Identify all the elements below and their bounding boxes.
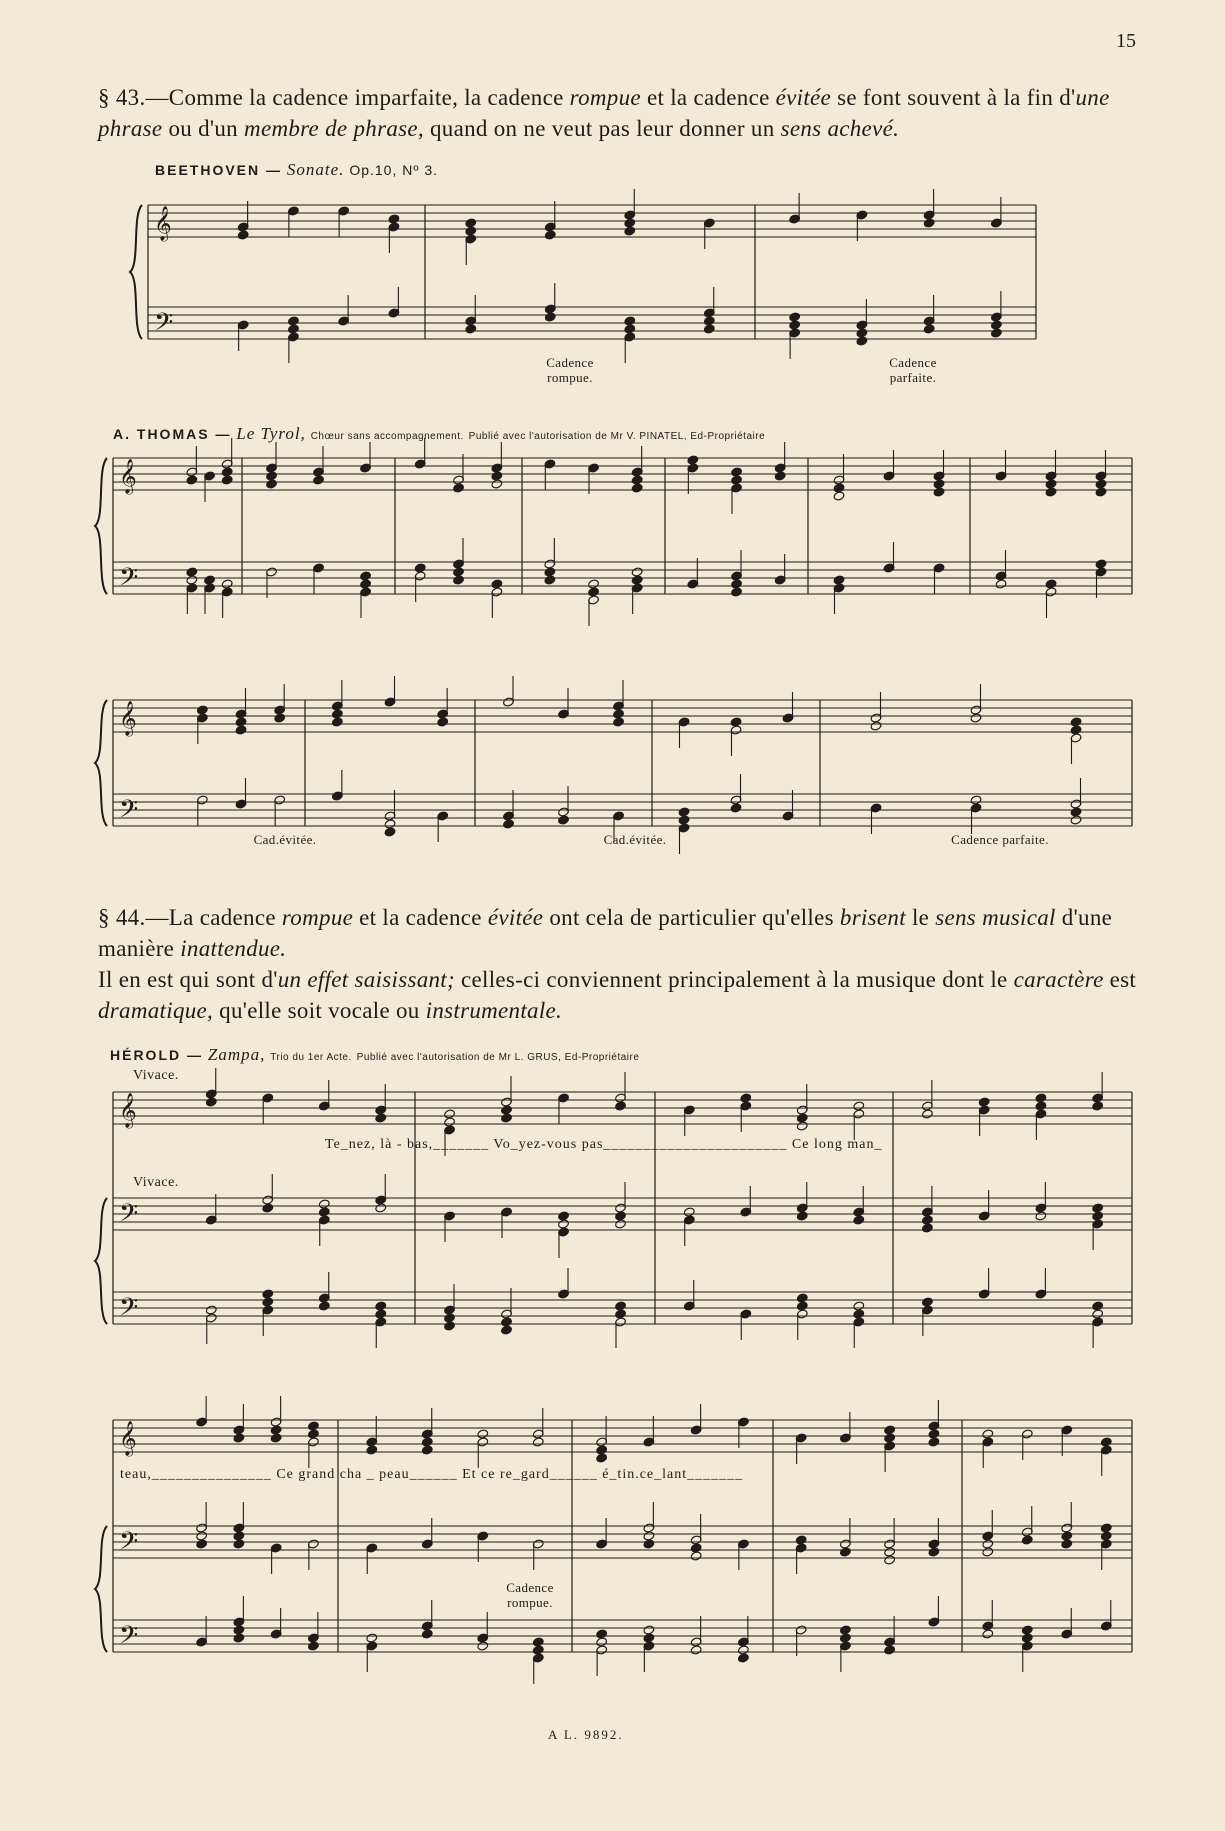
bass-clef: 𝄢 [119, 1293, 139, 1328]
emphasis: rompue [281, 905, 354, 930]
notehead [444, 1109, 456, 1119]
label-cadence-parfaite-2: Cadence parfaite. [951, 832, 1049, 847]
notehead [421, 1445, 433, 1455]
page-number: 15 [1116, 30, 1136, 52]
text-run: se font souvent à la fin d' [831, 85, 1076, 110]
notehead [596, 1637, 608, 1647]
notehead [235, 725, 247, 735]
notehead [643, 1633, 655, 1643]
notehead [839, 1547, 851, 1557]
notehead [690, 1543, 702, 1553]
notehead [982, 1547, 994, 1557]
notehead [186, 575, 198, 585]
notehead [1035, 1093, 1047, 1103]
notehead [503, 819, 515, 829]
notehead [884, 1547, 896, 1557]
notehead [375, 1113, 387, 1123]
text-run: d'une manière [98, 905, 1113, 961]
notehead [615, 1219, 627, 1229]
notehead [796, 1113, 808, 1123]
emphasis: évitée [487, 905, 544, 930]
notehead [678, 815, 690, 825]
notehead [596, 1445, 608, 1455]
notehead [444, 1313, 456, 1323]
notehead [414, 563, 426, 573]
notehead [233, 1625, 245, 1635]
notehead [532, 1645, 544, 1655]
notehead [789, 312, 801, 322]
notehead [1061, 1531, 1073, 1541]
notehead [643, 1539, 655, 1549]
notehead [1045, 579, 1057, 589]
notehead [331, 709, 343, 719]
work-detail: Trio du 1er Acte. [270, 1052, 352, 1063]
notehead [631, 475, 643, 485]
notehead [923, 218, 935, 228]
composer: BEETHOVEN — [155, 162, 283, 178]
notehead [796, 1293, 808, 1303]
notehead [624, 324, 636, 334]
notehead [731, 467, 743, 477]
notehead [274, 713, 286, 723]
notehead [186, 567, 198, 577]
text-run: celles-ci conviennent principalement à la musique dont le [454, 967, 1014, 992]
brace [95, 700, 107, 826]
notehead [270, 1433, 282, 1443]
notehead [1070, 725, 1082, 735]
notehead [544, 567, 556, 577]
label-cad-evitee-2: Cad.évitée. [603, 832, 667, 847]
label-cadence-rompue-herold: Cadence rompue. [506, 1580, 554, 1610]
notehead [839, 1625, 851, 1635]
treble-clef: 𝄞 [154, 206, 172, 241]
text-run: —La cadence [145, 905, 282, 930]
text-run: —Comme la cadence imparfaite, la cadence [145, 85, 570, 110]
notehead [453, 567, 465, 577]
notehead [233, 1433, 245, 1443]
notehead [588, 587, 600, 597]
treble-clef: 𝄞 [119, 1421, 137, 1456]
notehead [384, 819, 396, 829]
notehead [703, 316, 715, 326]
notehead [1095, 559, 1107, 569]
emphasis: inattendue. [180, 936, 287, 961]
notehead [270, 1425, 282, 1435]
notehead [921, 1297, 933, 1307]
notehead [730, 717, 742, 727]
notehead [1100, 1523, 1112, 1533]
text-run: le [905, 905, 936, 930]
notehead [262, 1203, 274, 1213]
notehead [491, 579, 503, 589]
notehead [544, 230, 556, 240]
notehead [731, 475, 743, 485]
notehead [833, 491, 845, 501]
work-title: Sonate. [286, 160, 345, 179]
notehead [921, 1215, 933, 1225]
opus-detail: Op.10, Nº 3. [349, 162, 439, 178]
notehead [730, 803, 742, 813]
notehead [1095, 479, 1107, 489]
notehead [690, 1645, 702, 1655]
notehead [933, 479, 945, 489]
tempo-voice: Vivace. [133, 1068, 179, 1083]
notehead [1092, 1203, 1104, 1213]
notehead [933, 487, 945, 497]
notehead [703, 324, 715, 334]
emphasis: une phrase [98, 85, 1110, 141]
notehead [544, 312, 556, 322]
notehead [921, 1223, 933, 1233]
notehead [491, 479, 503, 489]
work-title: Zampa, [207, 1045, 266, 1064]
notehead [921, 1109, 933, 1119]
text-run: et la cadence [640, 85, 776, 110]
notehead [1100, 1437, 1112, 1447]
notehead [287, 324, 299, 334]
notehead [624, 218, 636, 228]
text-run: quand on ne veut pas leur donner un [423, 116, 781, 141]
work-detail: Chœur sans accompagnement. [310, 431, 464, 442]
label-cadence-rompue: Cadence rompue. [546, 355, 594, 385]
notehead [375, 1203, 387, 1213]
notehead [884, 1425, 896, 1435]
notehead [237, 230, 249, 240]
notehead [970, 713, 982, 723]
notehead [360, 579, 372, 589]
notehead [366, 1445, 378, 1455]
bass-clef: 𝄢 [119, 1199, 139, 1234]
notehead [501, 1325, 513, 1335]
notehead [624, 226, 636, 236]
notehead [613, 717, 625, 727]
notehead [196, 1531, 208, 1541]
notehead [318, 1199, 330, 1209]
notehead [796, 1211, 808, 1221]
notehead [1095, 487, 1107, 497]
notehead [453, 575, 465, 585]
notehead [318, 1207, 330, 1217]
notehead [307, 1641, 319, 1651]
notehead [1061, 1539, 1073, 1549]
notehead [186, 475, 198, 485]
notehead [558, 815, 570, 825]
text-run: est [1103, 967, 1137, 992]
notehead [643, 1625, 655, 1635]
notehead [437, 717, 449, 727]
notehead [318, 1301, 330, 1311]
notehead [687, 455, 699, 465]
notehead [853, 1215, 865, 1225]
bass-clef: 𝄢 [119, 795, 139, 830]
notehead [588, 579, 600, 589]
notehead [221, 467, 233, 477]
notehead [196, 1539, 208, 1549]
notehead [596, 1629, 608, 1639]
notehead [853, 1301, 865, 1311]
notehead [204, 575, 216, 585]
bass-clef: 𝄢 [154, 308, 174, 343]
notehead [544, 575, 556, 585]
brace [95, 458, 107, 594]
notehead [833, 483, 845, 493]
notehead [870, 721, 882, 731]
publisher-permission: Publié avec l'autorisation de Mr L. GRUS, Ed-Propriétaire [356, 1052, 640, 1063]
notehead [384, 827, 396, 837]
notehead [1092, 1309, 1104, 1319]
notehead [990, 328, 1002, 338]
notehead [287, 316, 299, 326]
emphasis: membre de phrase, [244, 116, 424, 141]
notehead [262, 1289, 274, 1299]
notehead [839, 1633, 851, 1643]
emphasis: dramatique, [98, 998, 214, 1023]
notehead [970, 795, 982, 805]
notehead [796, 1301, 808, 1311]
text-run: et la cadence [353, 905, 488, 930]
notehead [1070, 815, 1082, 825]
notehead [313, 475, 325, 485]
notehead [477, 1429, 489, 1439]
notehead [1092, 1101, 1104, 1111]
lyrics-line-1: Te_nez, là - bas,_______ Vo_yez-vous pas_______________________ Ce long man_ [325, 1137, 883, 1152]
notehead [1035, 1101, 1047, 1111]
notehead [990, 320, 1002, 330]
notehead [856, 328, 868, 338]
notehead [1092, 1301, 1104, 1311]
emphasis: instrumentale. [425, 998, 563, 1023]
notehead [532, 1637, 544, 1647]
treble-clef: 𝄞 [119, 701, 137, 736]
notehead [928, 1437, 940, 1447]
notehead [737, 1645, 749, 1655]
notehead [1100, 1531, 1112, 1541]
notehead [233, 1531, 245, 1541]
notehead [501, 1113, 513, 1123]
notehead [923, 324, 935, 334]
notehead [221, 475, 233, 485]
notehead [690, 1551, 702, 1561]
section-marker: § 44. [98, 905, 146, 930]
notehead [307, 1421, 319, 1431]
notehead [1021, 1625, 1033, 1635]
notehead [982, 1629, 994, 1639]
emphasis: évitée [775, 85, 832, 110]
notehead [596, 1453, 608, 1463]
notehead [795, 1535, 807, 1545]
notehead [731, 579, 743, 589]
notehead [613, 709, 625, 719]
notehead [266, 471, 278, 481]
notehead [982, 1429, 994, 1439]
work-title: Le Tyrol, [236, 424, 306, 443]
notehead [205, 1305, 217, 1315]
label-cad-evitee-1: Cad.évitée. [253, 832, 317, 847]
notehead [465, 218, 477, 228]
notehead [978, 1097, 990, 1107]
notehead [266, 479, 278, 489]
text-run: ont cela de particulier qu'elles [543, 905, 840, 930]
notehead [643, 1531, 655, 1541]
notehead [982, 1539, 994, 1549]
treble-clef: 𝄞 [119, 459, 137, 494]
notehead [233, 1539, 245, 1549]
notehead [421, 1629, 433, 1639]
notehead [615, 1301, 627, 1311]
notehead [853, 1309, 865, 1319]
lyrics-line-2: teau,_______________ Ce grand cha _ peau______ Et ce re_gard______ é_tin.ce_lant_______ [120, 1467, 744, 1482]
notehead [444, 1321, 456, 1331]
notehead [789, 320, 801, 330]
notehead [375, 1301, 387, 1311]
notehead [928, 1547, 940, 1557]
text-run: qu'elle soit vocale ou [213, 998, 426, 1023]
notehead [453, 483, 465, 493]
tempo-piano: Vivace. [133, 1175, 179, 1190]
notehead [221, 579, 233, 589]
notehead [360, 571, 372, 581]
emphasis: caractère [1013, 967, 1104, 992]
notehead [465, 226, 477, 236]
label-cadence-parfaite: Cadence parfaite. [889, 355, 937, 385]
notehead [683, 1207, 695, 1217]
notehead [615, 1309, 627, 1319]
notehead [558, 1219, 570, 1229]
notehead [532, 1437, 544, 1447]
bass-clef: 𝄢 [119, 1527, 139, 1562]
notehead [235, 717, 247, 727]
emphasis: sens achevé. [780, 116, 900, 141]
notehead [205, 1097, 217, 1107]
notehead [421, 1437, 433, 1447]
notehead [501, 1317, 513, 1327]
notehead [388, 214, 400, 224]
notehead [1021, 1535, 1033, 1545]
brace [130, 205, 142, 339]
notehead [928, 1429, 940, 1439]
notehead [884, 1555, 896, 1565]
notehead [444, 1117, 456, 1127]
notehead [331, 717, 343, 727]
treble-clef: 𝄞 [119, 1093, 137, 1128]
notehead [615, 1101, 627, 1111]
notehead [558, 1211, 570, 1221]
notehead [631, 483, 643, 493]
notehead [1045, 479, 1057, 489]
section-marker: § 43. [98, 85, 146, 110]
notehead [307, 1429, 319, 1439]
notehead [1021, 1633, 1033, 1643]
notehead [856, 336, 868, 346]
notehead [624, 316, 636, 326]
notehead [774, 471, 786, 481]
notehead [375, 1309, 387, 1319]
text-run: Il en est qui sont d' [98, 967, 278, 992]
notehead [1092, 1211, 1104, 1221]
notehead [853, 1101, 865, 1111]
publisher-permission: Publié avec l'autorisation de Mr V. PINATEL, Ed-Propriétaire [468, 431, 766, 442]
notehead [615, 1211, 627, 1221]
notehead [631, 567, 643, 577]
notehead [1035, 1211, 1047, 1221]
brace [95, 1198, 107, 1324]
notehead [465, 324, 477, 334]
notehead [796, 1121, 808, 1131]
composer: A. THOMAS — [113, 426, 232, 442]
notehead [731, 587, 743, 597]
bass-clef: 𝄢 [119, 563, 139, 598]
notehead [737, 1653, 749, 1663]
notehead [233, 1633, 245, 1643]
notehead [366, 1633, 378, 1643]
notehead [501, 1105, 513, 1115]
notehead [1070, 807, 1082, 817]
notehead [884, 1433, 896, 1443]
emphasis: brisent [839, 905, 906, 930]
notehead [196, 705, 208, 715]
notehead [477, 1641, 489, 1651]
notehead [995, 579, 1007, 589]
notehead [631, 575, 643, 585]
emphasis: sens musical [935, 905, 1056, 930]
emphasis: rompue [569, 85, 641, 110]
notehead [491, 471, 503, 481]
emphasis: un effet saisissant; [277, 967, 455, 992]
notehead [1045, 487, 1057, 497]
notehead [833, 575, 845, 585]
brace [95, 1526, 107, 1652]
notehead [1070, 717, 1082, 727]
text-run: ou d'un [162, 116, 245, 141]
notehead [678, 807, 690, 817]
notehead [262, 1297, 274, 1307]
notehead [884, 1645, 896, 1655]
catalog-number: A L. 9892. [548, 1727, 624, 1742]
bass-clef: 𝄢 [119, 1621, 139, 1656]
composer: HÉROLD — [110, 1047, 203, 1063]
notehead [740, 1093, 752, 1103]
